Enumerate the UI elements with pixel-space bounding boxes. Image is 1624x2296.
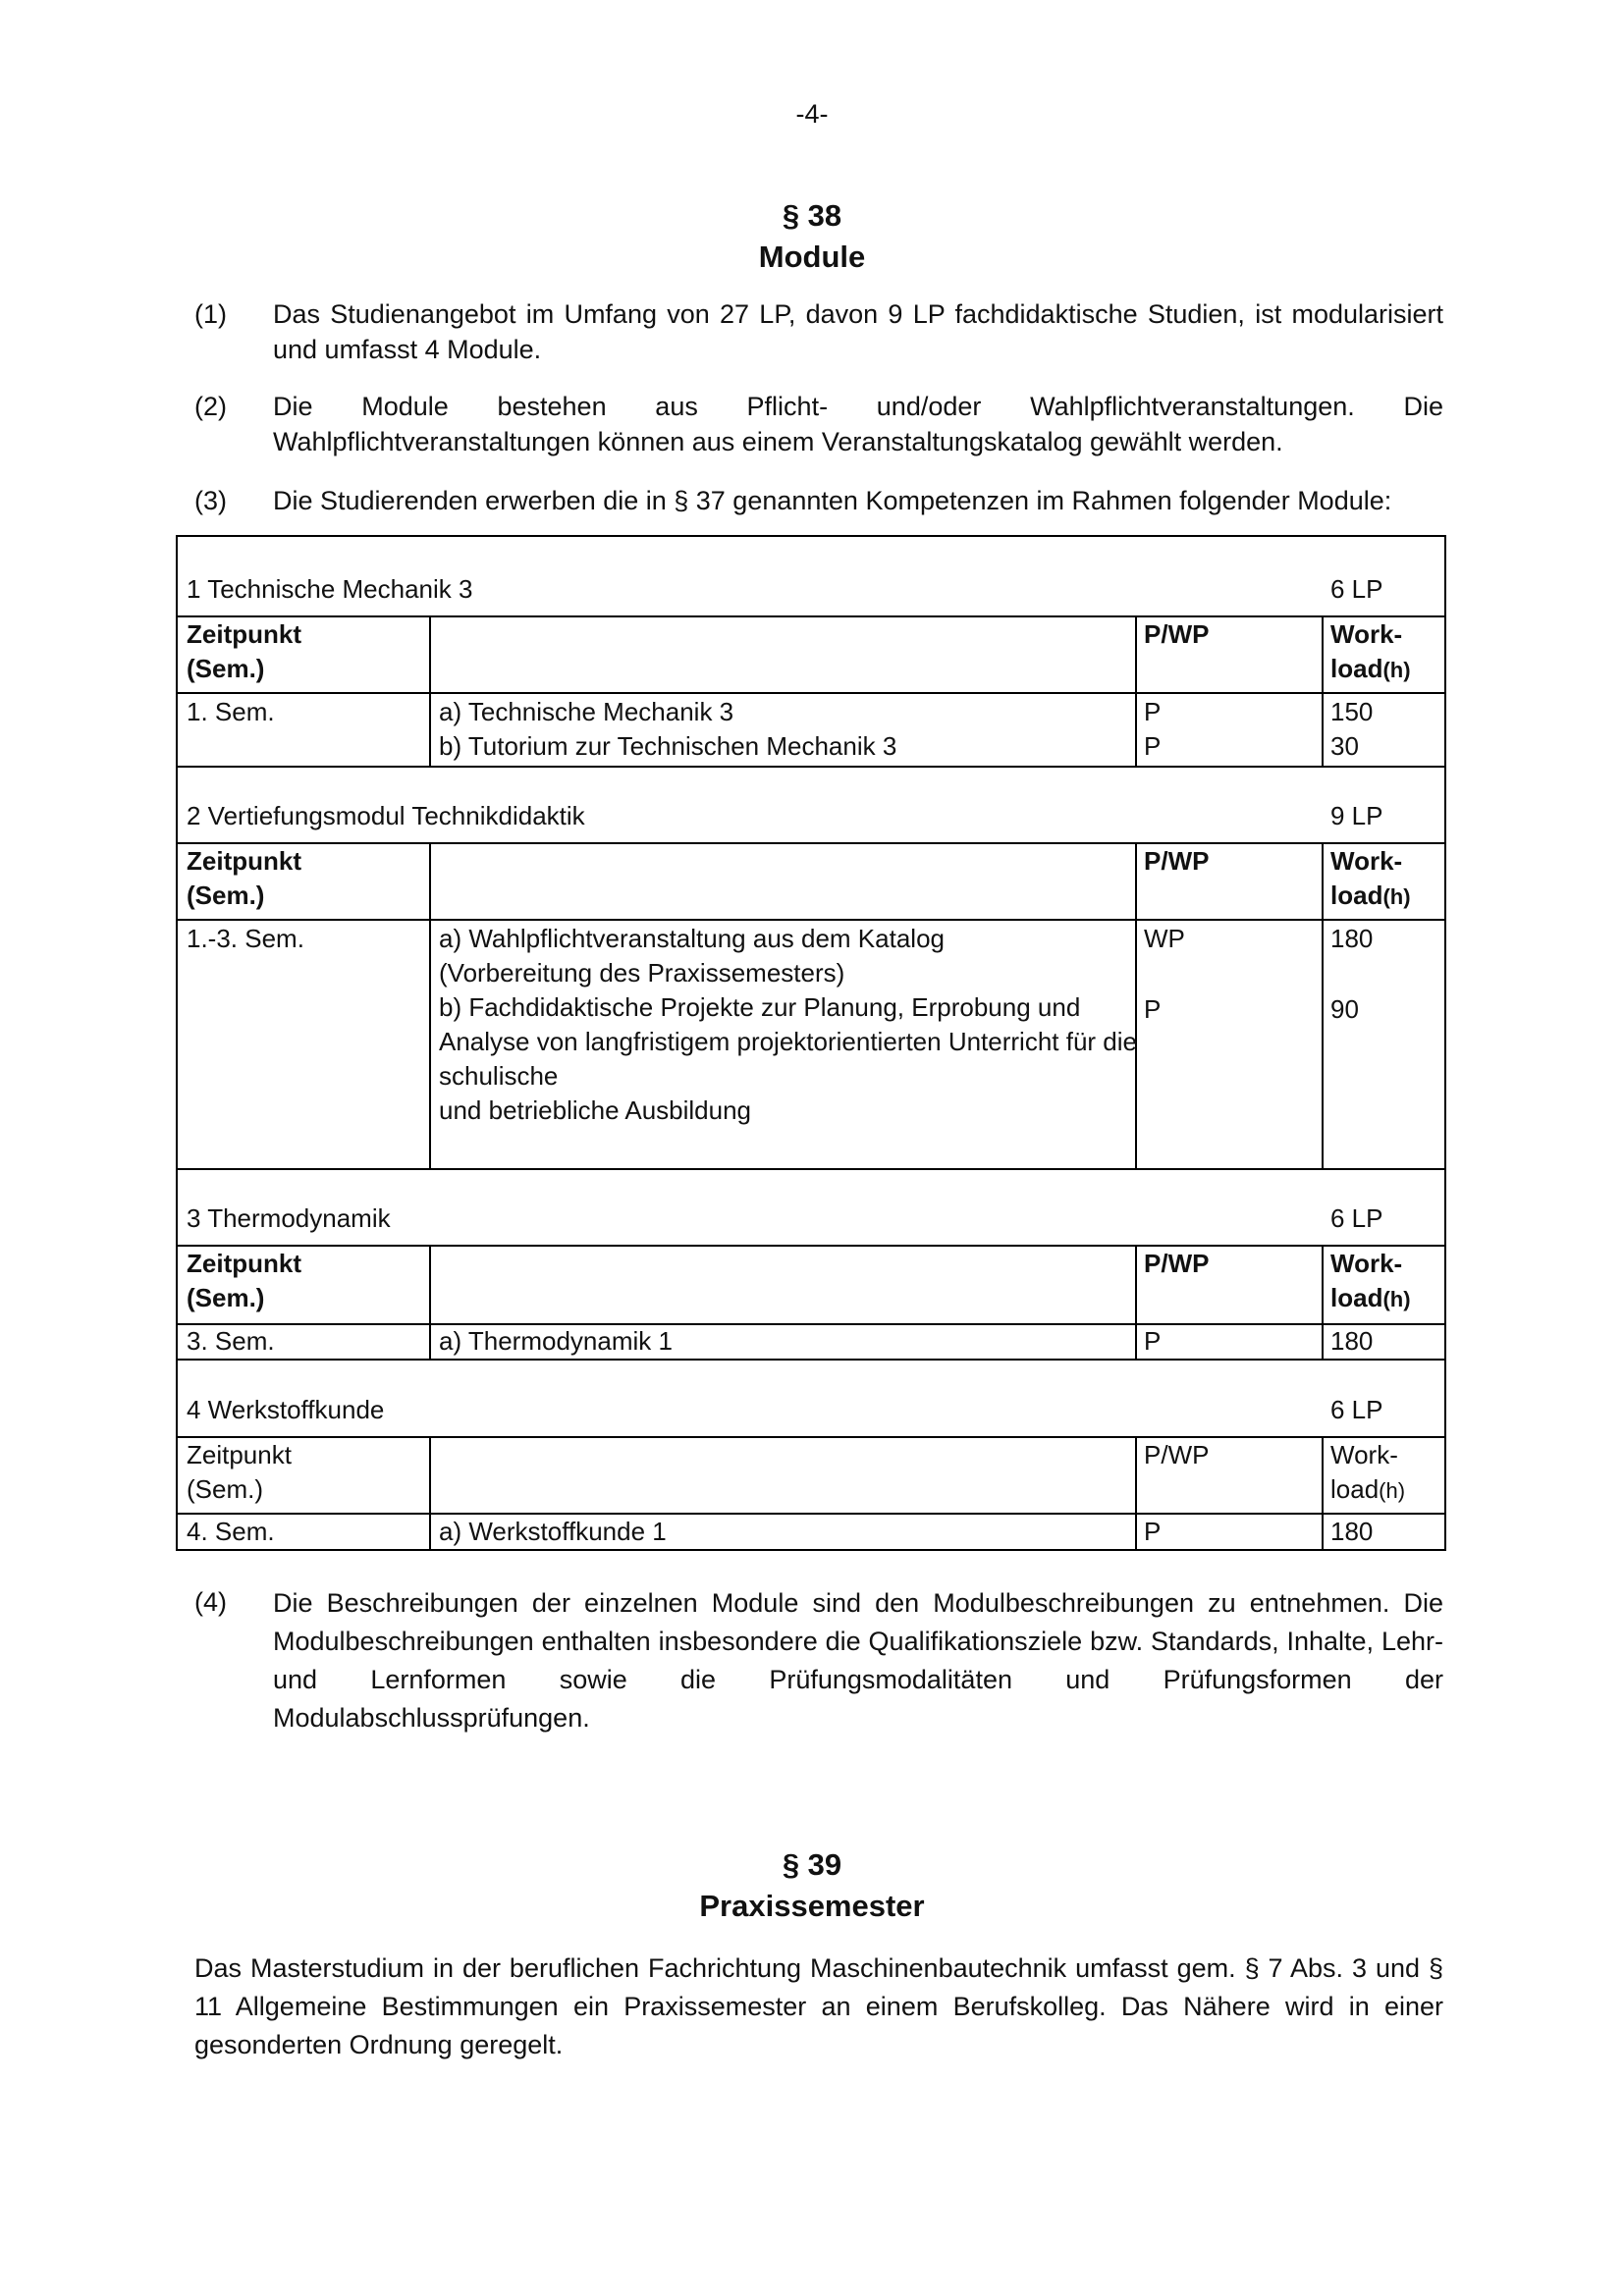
section-39-text: Das Masterstudium in der beruflichen Fachrichtung Maschinenbautechnik umfasst gem. § 7 Abs. 3 und § 11 Allgemeine Bestimmungen ein Praxissemester an einem Berufskolleg. Das Nähere wird in einer gesonderten Ordnung geregelt. (194, 1953, 1443, 2059)
module-3-workload: 180 (1330, 1326, 1374, 1356)
header-workload: Work- load(h) (1330, 619, 1411, 683)
module-1-lp: 6 LP (1330, 574, 1383, 604)
page-number: -4- (795, 99, 829, 129)
module-1-courses: a) Technische Mechanik 3 b) Tutorium zur Technischen Mechanik 3 (439, 697, 897, 761)
module-3-pwp: P (1144, 1326, 1162, 1356)
header-zeitpunkt: Zeitpunkt (Sem.) (187, 619, 301, 683)
section-39-title: Praxissemester (699, 1889, 925, 1923)
module-2-courses: a) Wahlpflichtveranstaltung aus dem Katalog (Vorbereitung des Praxissemesters) b) Fachdidaktische Projekte zur Planung, Erprobung und Analyse von langfristigem projektorientierten Unterricht für die schulische und betriebliche Ausbildung (439, 924, 1138, 1125)
module-2-lp: 9 LP (1330, 801, 1383, 830)
module-table (176, 535, 1446, 1551)
module-4-workload: 180 (1330, 1517, 1374, 1546)
module-1-pwp: P P (1144, 697, 1162, 761)
module-3-course: a) Thermodynamik 1 (439, 1326, 673, 1356)
module-4-title: 4 Werkstoffkunde (187, 1395, 385, 1424)
header-workload: Work- load(h) (1330, 1249, 1411, 1312)
paragraph-text: Die Module bestehen aus Pflicht- und/oder Wahlpflichtveranstaltungen. Die Wahlpflichtveranstaltungen können aus einem Veranstaltungskatalog gewählt werden. (273, 392, 1443, 456)
module-4-course: a) Werkstoffkunde 1 (439, 1517, 667, 1546)
module-2-pwp-b: P (1144, 994, 1162, 1024)
paragraph-number: (2) (194, 392, 227, 421)
header-pwp: P/WP (1144, 846, 1210, 876)
module-3-semester: 3. Sem. (187, 1326, 275, 1356)
module-3-lp: 6 LP (1330, 1203, 1383, 1233)
module-4-pwp: P (1144, 1517, 1162, 1546)
paragraph-text: Die Studierenden erwerben die in § 37 genannten Kompetenzen im Rahmen folgender Module: (273, 486, 1392, 515)
paragraph-number: (1) (194, 299, 227, 329)
module-4-semester: 4. Sem. (187, 1517, 275, 1546)
section-38-number: § 38 (782, 198, 842, 233)
paragraph-number: (3) (194, 486, 227, 515)
module-2-title: 2 Vertiefungsmodul Technikdidaktik (187, 801, 585, 830)
paragraph-text: Das Studienangebot im Umfang von 27 LP, davon 9 LP fachdidaktische Studien, ist modularisiert und umfasst 4 Module. (273, 299, 1443, 364)
module-2-workload-b: 90 (1330, 994, 1359, 1024)
section-38-title: Module (758, 240, 866, 274)
module-2-pwp-a: WP (1144, 924, 1185, 953)
module-3-title: 3 Thermodynamik (187, 1203, 391, 1233)
header-workload: Work- load(h) (1330, 846, 1411, 910)
header-zeitpunkt: Zeitpunkt (Sem.) (187, 846, 301, 910)
module-2-semester: 1.-3. Sem. (187, 924, 304, 953)
module-1-workload: 150 30 (1330, 697, 1374, 761)
header-zeitpunkt: Zeitpunkt (Sem.) (187, 1440, 292, 1504)
header-workload: Work- load(h) (1330, 1440, 1406, 1504)
section-39-number: § 39 (782, 1847, 842, 1882)
paragraph-number: (4) (194, 1587, 227, 1617)
header-pwp: P/WP (1144, 1249, 1210, 1278)
header-pwp: P/WP (1144, 619, 1210, 649)
module-2-workload-a: 180 (1330, 924, 1374, 953)
header-zeitpunkt: Zeitpunkt (Sem.) (187, 1249, 301, 1312)
module-1-semester: 1. Sem. (187, 697, 275, 726)
header-pwp: P/WP (1144, 1440, 1210, 1469)
module-4-lp: 6 LP (1330, 1395, 1383, 1424)
paragraph-text: Die Beschreibungen der einzelnen Module sind den Modulbeschreibungen zu entnehmen. Die Modulbeschreibungen enthalten insbesondere die Qualifikationsziele bzw. Standards, Inhalte, Lehr- und Lernformen sowie die Prüfungsmodalitäten und Prüfungsformen der Modulabschlussprüfungen. (273, 1588, 1443, 1733)
module-1-title: 1 Technische Mechanik 3 (187, 574, 473, 604)
